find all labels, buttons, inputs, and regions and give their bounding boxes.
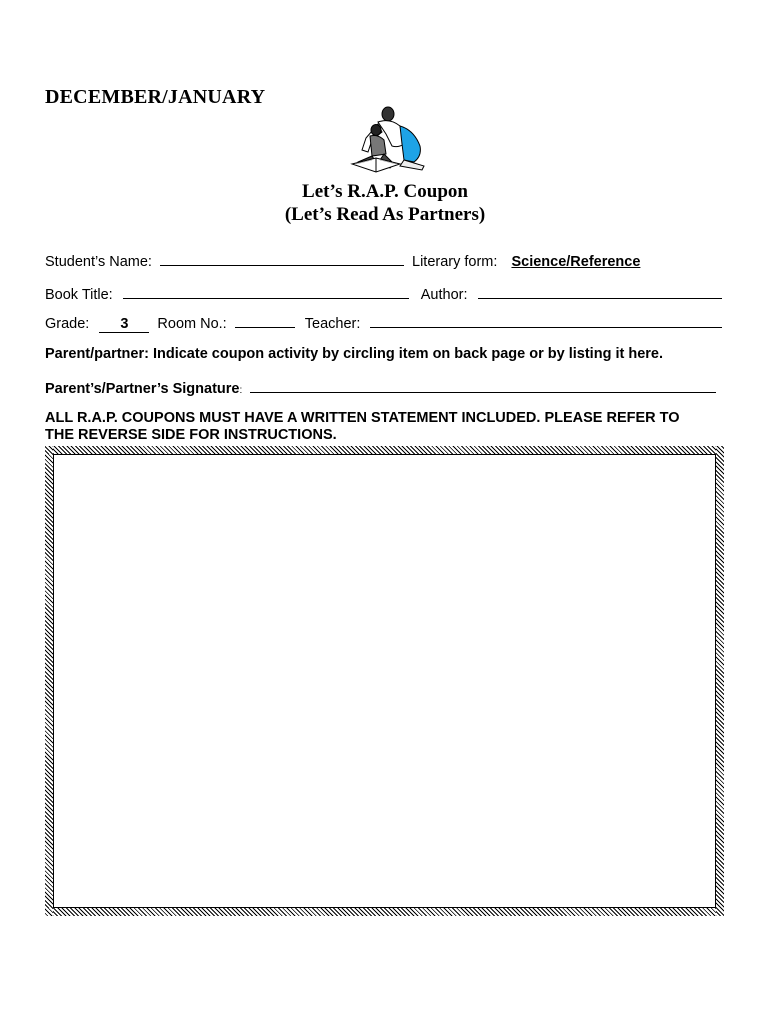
book-row: [45, 283, 722, 303]
coupon-subtitle: (Let’s Read As Partners): [284, 204, 486, 225]
coupon-title: Let’s R.A.P. Coupon: [302, 181, 468, 202]
parent-child-reading-icon: [338, 104, 430, 174]
statement-line-2: THE REVERSE SIDE FOR INSTRUCTIONS.: [45, 427, 337, 443]
grade-field[interactable]: 3: [99, 317, 149, 333]
statement-line-1: ALL R.A.P. COUPONS MUST HAVE A WRITTEN STATEMENT INCLUDED. PLEASE REFER TO: [45, 410, 680, 426]
teacher-field[interactable]: [370, 312, 722, 328]
signature-row: [45, 377, 716, 397]
room-label: Room No.:: [157, 316, 227, 332]
student-row: [45, 250, 640, 270]
grade-label: Grade:: [45, 316, 90, 332]
literary-form-label: Literary form:: [412, 254, 498, 270]
book-title-field[interactable]: [123, 283, 409, 299]
literary-form-value: Science/Reference: [511, 254, 641, 270]
teacher-label: Teacher:: [304, 316, 361, 332]
student-name-label: Student’s Name:: [45, 254, 152, 270]
author-label: Author:: [420, 287, 468, 303]
page-title: DECEMBER/JANUARY: [45, 86, 266, 108]
room-field[interactable]: [235, 312, 295, 328]
author-field[interactable]: [478, 283, 722, 299]
written-statement-box[interactable]: [45, 446, 724, 916]
parent-instruction: Parent/partner: Indicate coupon activity by circling item on back page or by listing it here.: [45, 346, 663, 362]
signature-field[interactable]: [250, 377, 716, 393]
grade-row: [45, 312, 722, 333]
student-name-field[interactable]: [160, 250, 404, 266]
signature-label: Parent’s/Partner’s Signature: [45, 381, 240, 397]
statement-note: [45, 410, 735, 444]
signature-colon: :: [239, 385, 243, 396]
book-title-label: Book Title:: [45, 287, 113, 303]
